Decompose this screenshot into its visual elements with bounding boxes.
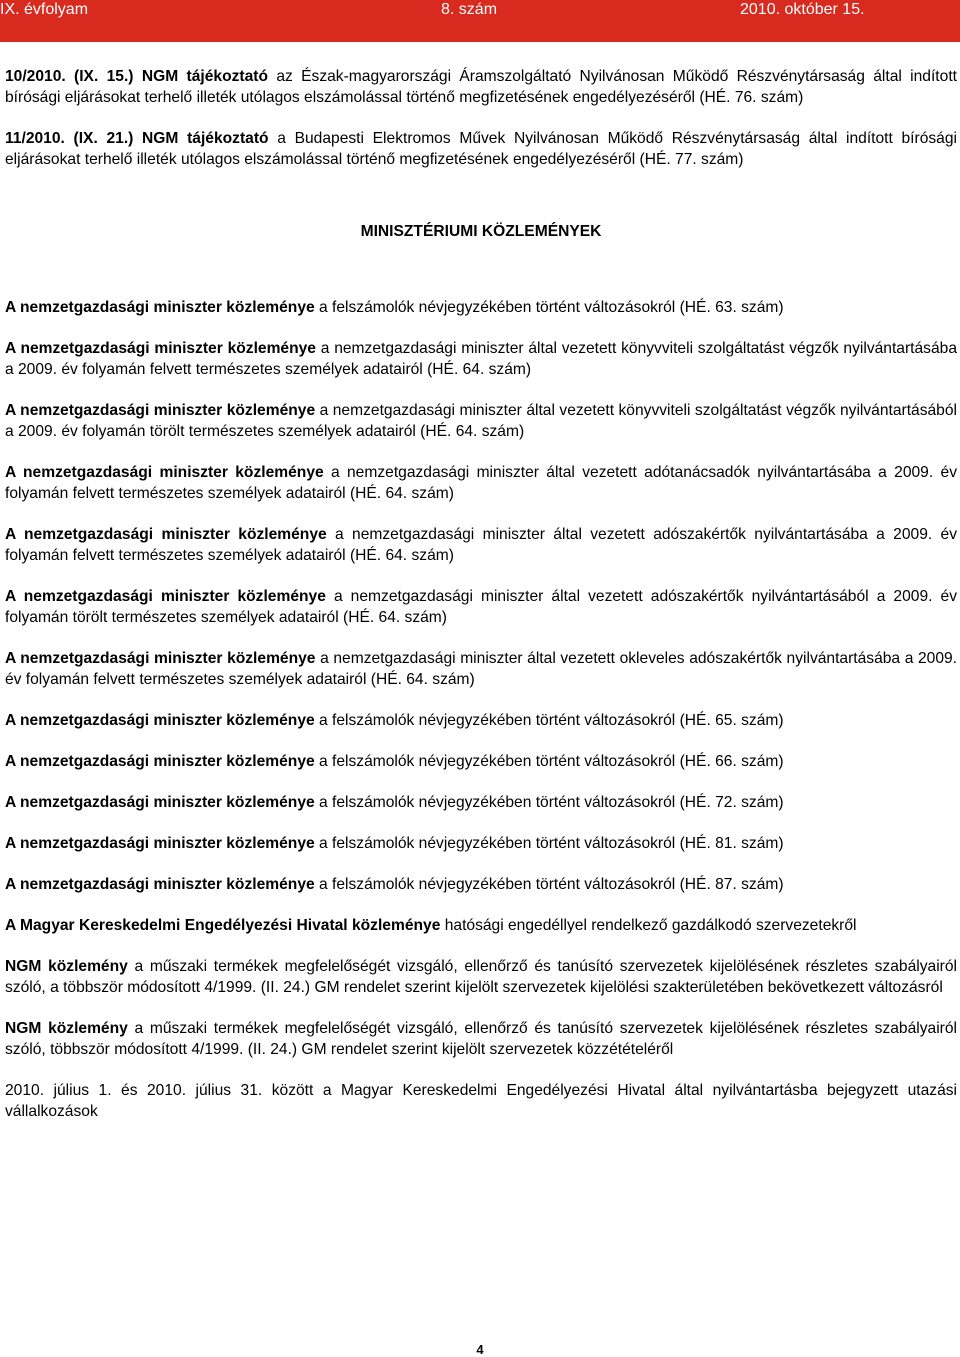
list-item — [5, 524, 957, 566]
entry-bold: A nemzetgazdasági miniszter közleménye — [5, 464, 324, 481]
entry-text: a műszaki termékek megfelelőségét vizsgáló, ellenőrző és tanúsító szervezetek kijelölésének részletes szabályairól szóló, többször módosított 4/1999. (II. 24.) GM rendelet szerint kijelölt szervezetek közzétételéről — [5, 1020, 957, 1058]
list-item — [5, 915, 957, 936]
entry-bold: A nemzetgazdasági miniszter közleménye — [5, 835, 315, 852]
list-item — [5, 338, 957, 380]
entry-text: a felszámolók névjegyzékében történt változásokról (HÉ. 81. szám) — [314, 835, 784, 852]
list-item — [5, 400, 957, 442]
entry-text: a felszámolók névjegyzékében történt változásokról (HÉ. 65. szám) — [314, 712, 784, 729]
entry-tajekoztato-10 — [5, 66, 957, 108]
entry-text: hatósági engedéllyel rendelkező gazdálkodó szervezetekről — [440, 917, 857, 934]
entry-bold: A nemzetgazdasági miniszter közleménye — [5, 402, 316, 419]
entry-bold: A Magyar Kereskedelmi Engedélyezési Hivatal közleménye — [5, 917, 441, 934]
list-item — [5, 751, 957, 772]
entry-text: a nemzetgazdasági miniszter által vezetett adószakértők nyilvántartásából a 2009. év folyamán törölt természetes személyek adatairól (HÉ. 64. szám) — [5, 588, 957, 626]
entry-text: 2010. július 1. és 2010. július 31. között a Magyar Kereskedelmi Engedélyezési Hivatal által nyilvántartásba bejegyzett utazási vállalkozások — [5, 1082, 957, 1120]
list-item — [5, 956, 957, 998]
entry-text: a nemzetgazdasági miniszter által vezetett könyvviteli szolgáltatást végzők nyilvántartásába a 2009. év folyamán felvett természetes személyek adatairól (HÉ. 64. szám) — [5, 340, 957, 378]
section-title: MINISZTÉRIUMI KÖZLEMÉNYEK — [360, 223, 602, 240]
list-item — [5, 462, 957, 504]
list-item — [5, 874, 957, 895]
header-bar — [0, 0, 960, 42]
header-volume: IX. évfolyam — [0, 1, 89, 18]
list-item — [5, 710, 957, 731]
entry-text: a nemzetgazdasági miniszter által vezetett adótanácsadók nyilvántartásába a 2009. év folyamán felvett természetes személyek adatairól (HÉ. 64. szám) — [5, 464, 957, 502]
entry-text: a nemzetgazdasági miniszter által vezetett adószakértők nyilvántartásába a 2009. év folyamán felvett természetes személyek adatairól (HÉ. 64. szám) — [5, 526, 958, 564]
entry-bold: 10/2010. (IX. 15.) NGM tájékoztató — [5, 68, 268, 85]
entry-bold: NGM közlemény — [5, 1020, 128, 1037]
entry-bold: A nemzetgazdasági miniszter közleménye — [5, 650, 316, 667]
entry-bold: A nemzetgazdasági miniszter közleménye — [5, 794, 315, 811]
entry-bold: A nemzetgazdasági miniszter közleménye — [5, 876, 315, 893]
entry-bold: A nemzetgazdasági miniszter közleménye — [5, 588, 326, 605]
list-item — [5, 648, 957, 690]
entry-bold: NGM közlemény — [5, 958, 128, 975]
page-number: 4 — [476, 1342, 484, 1357]
entry-text: a felszámolók névjegyzékében történt változásokról (HÉ. 87. szám) — [314, 876, 784, 893]
document-body — [5, 66, 957, 1122]
list-item — [5, 792, 957, 813]
list-item — [5, 586, 957, 628]
entry-text: a nemzetgazdasági miniszter által vezetett okleveles adószakértők nyilvántartásába a 2009. év folyamán felvett természetes személyek adatairól (HÉ. 64. szám) — [5, 650, 957, 688]
list-item — [5, 297, 957, 318]
entry-text: a felszámolók névjegyzékében történt változásokról (HÉ. 63. szám) — [314, 299, 784, 316]
list-item — [5, 833, 957, 854]
entry-text: a felszámolók névjegyzékében történt változásokról (HÉ. 66. szám) — [314, 753, 784, 770]
entry-bold: A nemzetgazdasági miniszter közleménye — [5, 526, 327, 543]
entry-bold: A nemzetgazdasági miniszter közleménye — [5, 340, 316, 357]
entry-text: az Észak-magyarországi Áramszolgáltató Nyilvánosan Működő Részvénytársaság által indított bírósági eljárásokat terhelő illeték utólagos elszámolással történő megfizetésének engedélyezéséről (HÉ. 76. szám) — [5, 68, 957, 106]
header-issue: 8. szám — [441, 1, 498, 18]
entry-bold: 11/2010. (IX. 21.) NGM tájékoztató — [5, 130, 269, 147]
entry-bold: A nemzetgazdasági miniszter közleménye — [5, 753, 315, 770]
list-item — [5, 1018, 957, 1060]
entry-text: a Budapesti Elektromos Művek Nyilvánosan Működő Részvénytársaság által indított bírósági eljárásokat terhelő illeték utólagos elszámolással történő megfizetésének engedélyezéséről (HÉ. 77. szám) — [5, 130, 957, 168]
entry-bold: A nemzetgazdasági miniszter közleménye — [5, 299, 315, 316]
list-item — [5, 1080, 957, 1122]
entry-text: a nemzetgazdasági miniszter által vezetett könyvviteli szolgáltatást végzők nyilvántartásából a 2009. év folyamán törölt természetes személyek adatairól (HÉ. 64. szám) — [5, 402, 957, 440]
header-date: 2010. október 15. — [740, 1, 865, 18]
entry-text: a műszaki termékek megfelelőségét vizsgáló, ellenőrző és tanúsító szervezetek kijelölésének részletes szabályairól szóló, a többször módosított 4/1999. (II. 24.) GM rendelet szerint kijelölt szervezetek kijelölési szakterületében bekövetkezett változásról — [5, 958, 957, 996]
entry-tajekoztato-11 — [5, 128, 957, 170]
entry-text: a felszámolók névjegyzékében történt változásokról (HÉ. 72. szám) — [314, 794, 784, 811]
entry-bold: A nemzetgazdasági miniszter közleménye — [5, 712, 315, 729]
